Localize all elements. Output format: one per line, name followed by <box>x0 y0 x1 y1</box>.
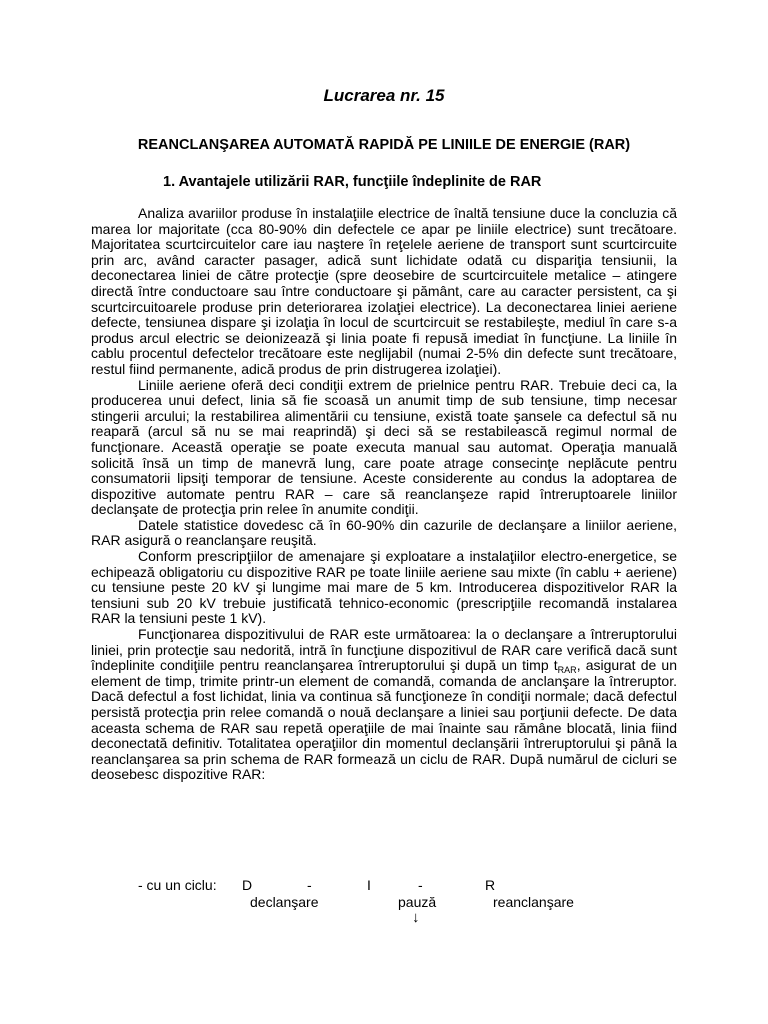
arrow-down-icon: ↓ <box>412 909 420 926</box>
paragraph: Liniile aeriene oferă deci condiţii extrem de prielnice pentru RAR. Trebuie deci ca, la producerea unui defect, linia să fie scoasă un anumit timp de sub tensiune, timp necesar stingerii arcului; la restabilirea alimentării cu tensiune, există toate şansele ca defectul să nu reapară (arcul să nu se mai reaprindă) şi deci să se restabilească regimul normal de funcţionare. Această operaţie se poate executa manual sau automat. Operaţia manuală solicită însă un timp de manevră lung, care poate atrage consecinţe neplăcute pentru consumatorii lipsiţi temporar de tensiune. Aceste considerente au condus la adoptarea de dispozitive automate pentru RAR – care să reanclanşeze rapid întreruptoarele liniilor declanşate de protecţia prin relee în anumite condiţii. <box>91 376 677 518</box>
paragraph <box>91 627 677 783</box>
scheme-symbol-i: I <box>367 877 371 893</box>
scheme-label-pauza: pauză <box>398 894 437 910</box>
scheme-label-reanclansare: reanclanşare <box>493 894 574 910</box>
body-text <box>91 206 677 783</box>
scheme-separator: - <box>418 877 423 893</box>
paragraph: Analiza avariilor produse în instalaţiile electrice de înaltă tensiune duce la concluzia că marea lor majoritate (cca 80-90% din defectele ce apar pe liniile electrice) sunt trecătoare. Majoritatea scurtcircuitelor care iau naştere în reţelele aeriene de transport sunt scurtcircuite prin arc, având caracter pasager, adică sunt lichidate odată cu dispariţia tensiunii, la deconectarea liniei de către protecţie (spre deosebire de scurtcircuitele metalice – atingere directă între conductoare sau între conductoare şi pământ, care au caracter persistent, ca şi scurtcircuitoarele produse prin deteriorarea izolaţiei electrice). La deconectarea liniei aeriene defecte, tensiunea dispare şi izolaţia în locul de scurtcircuit se restabileşte, mediul în care s-a produs arcul electric se deionizează şi linia poate fi repusă imediat în funcţiune. La liniile în cablu procentul defectelor trecătoare este neglijabil (numai 2-5% din defecte sunt trecătoare, restul fiind permanente, adică produs de prin distrugerea izolaţiei). <box>91 205 677 377</box>
paragraph: Conform prescripţiilor de amenajare şi exploatare a instalaţiilor electro-energetice, se echipează obligatoriu cu dispozitive RAR pe toate liniile aeriene sau mixte (în cablu + aeriene) cu tensiune peste 20 kV şi lungime mai mare de 5 km. Introducerea dispozitivelor RAR la tensiuni sub 20 kV trebuie justificată tehnico-economic (prescripţiile recomandă instalarea RAR la tensiuni peste 1 kV). <box>91 548 677 627</box>
paragraph: Datele statistice dovedesc că în 60-90% din cazurile de declanşare a liniilor aeriene, RAR asigură o reanclanşare reuşită. <box>91 516 677 549</box>
paragraph-text: Funcţionarea dispozitivului de RAR este următoarea: la o declanşare a întreruptorului liniei, prin protecţie sau nedorită, intră în funcţiune dispozitivul de RAR care verifică dacă sunt îndeplinite condiţiile pentru reanclanşarea întreruptorului şi după un timp t <box>91 626 677 674</box>
main-heading: REANCLANŞAREA AUTOMATĂ RAPIDĂ PE LINIILE DE ENERGIE (RAR) <box>137 137 631 153</box>
subscript: RAR <box>557 665 577 676</box>
scheme-symbol-r: R <box>485 877 496 893</box>
scheme-symbol-d: D <box>242 877 253 893</box>
page-title: Lucrarea nr. 15 <box>323 86 445 105</box>
scheme-label-declansare: declanşare <box>250 894 319 910</box>
scheme-label: - cu un ciclu: <box>138 877 217 893</box>
scheme-separator: - <box>307 877 312 893</box>
section-heading: 1. Avantajele utilizării RAR, funcţiile îndeplinite de RAR <box>163 174 542 190</box>
paragraph-text: , asigurat de un element de timp, trimite printr-un element de comandă, comanda de anclanşare la întreruptor. Dacă defectul a fost lichidat, linia va continua să funcţioneze în condiţii normale; dacă defectul persistă protecţia prin relee comandă o nouă declanşare a liniei sau porţiunii defecte. De data aceasta schema de RAR sau repetă operaţiile de mai înainte sau rămâne blocată, linia fiind deconectată definitiv. Totalitatea operaţiilor din momentul declanşării întreruptorului şi până la reanclanşarea sa prin schema de RAR formează un ciclu de RAR. După numărul de cicluri se deosebesc dispozitive RAR: <box>91 657 677 783</box>
